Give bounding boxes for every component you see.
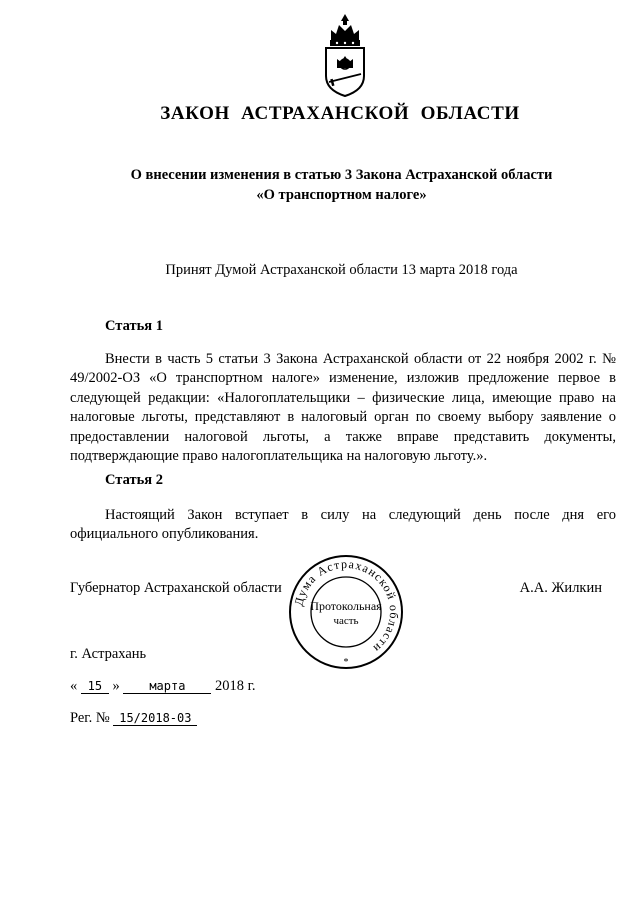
stamp-star: * xyxy=(343,657,349,668)
law-title: ЗАКОН АСТРАХАНСКОЙ ОБЛАСТИ xyxy=(160,103,520,124)
article-1-heading: Статья 1 xyxy=(105,318,163,334)
article-1-text: Внести в часть 5 статьи 3 Закона Астраханской области от 22 ноября 2002 г. № 49/2002-ОЗ «О транспортном налоге» изменение, изложив предложение первое в следующей редакции: «Налогоплательщики – физические лица, имеющие право на налоговые льготы, представляют в налоговый орган по своему выбору заявление о предоставлении налоговой льготы, а также вправе представить документы, подтверждающие право налогоплательщика на налоговую льготу.». xyxy=(70,351,616,465)
registration-number: 15/2018-03 xyxy=(113,711,197,726)
signing-city: г. Астрахань xyxy=(70,646,147,662)
date-month: марта xyxy=(123,679,211,694)
date-close-quote: » xyxy=(112,678,120,694)
coat-of-arms-emblem xyxy=(317,12,373,98)
date-open-quote: « xyxy=(70,678,78,694)
law-subtitle xyxy=(0,165,640,205)
date-day: 15 xyxy=(81,679,109,694)
subtitle-line-2: «О транспортном налоге» xyxy=(256,187,427,203)
date-year: 2018 г. xyxy=(215,678,256,694)
article-2-heading: Статья 2 xyxy=(105,472,163,488)
registration-label: Рег. № xyxy=(70,710,110,726)
subtitle-line-1: О внесении изменения в статью 3 Закона Астраханской области xyxy=(130,167,553,183)
registration-number-row xyxy=(70,710,197,727)
adoption-statement: Принят Думой Астраханской области 13 марта 2018 года xyxy=(165,262,518,278)
signatory-name: А.А. Жилкин xyxy=(519,580,602,596)
article-2-text: Настоящий Закон вступает в силу на следующий день после дня его официального опубликования. xyxy=(70,507,616,543)
signing-date xyxy=(70,678,256,695)
stamp-ring-text: Дума Астраханской области xyxy=(291,556,402,657)
signatory-position: Губернатор Астраханской области xyxy=(70,580,282,596)
stamp-center-line-2: часть xyxy=(333,615,359,627)
stamp-center-line-1: Протокольная xyxy=(310,599,382,613)
official-stamp xyxy=(287,553,405,671)
